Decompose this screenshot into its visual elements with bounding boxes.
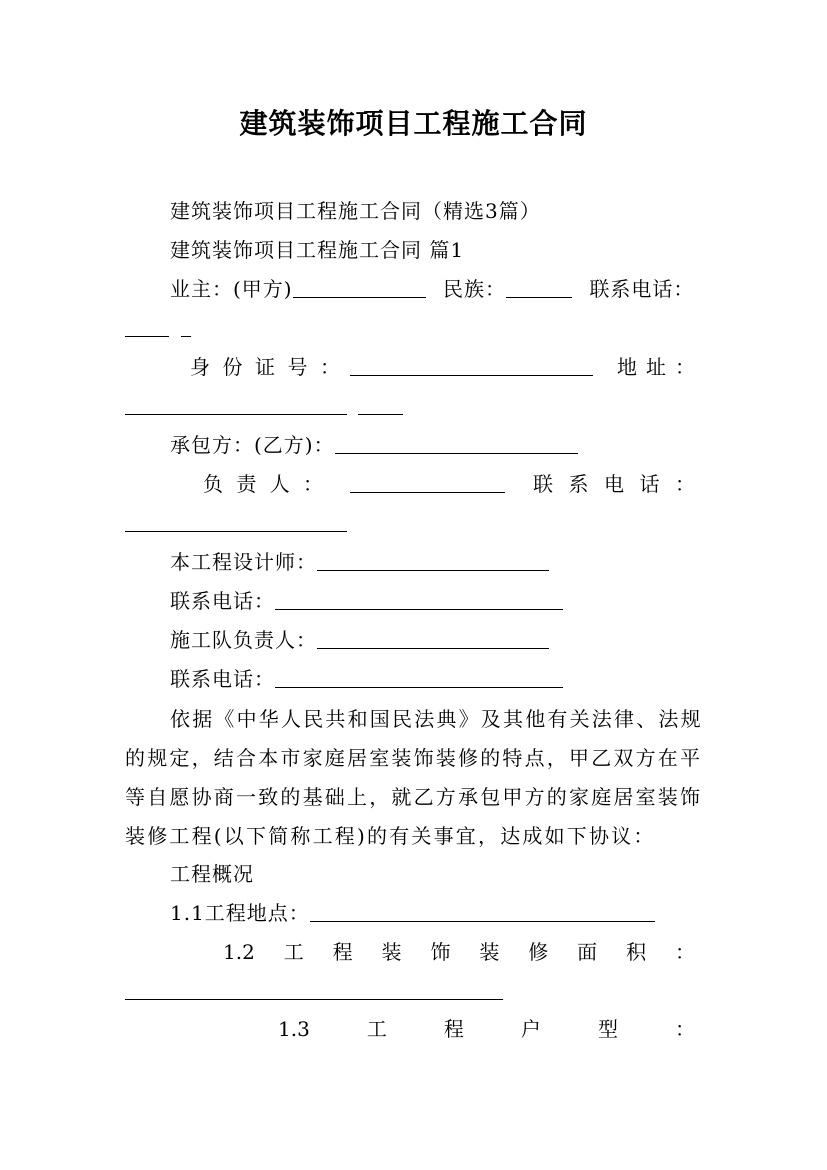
owner-phone-blank[interactable] — [125, 316, 169, 337]
address-blank-line — [125, 394, 403, 418]
item-1-2-label: 1.2 工 程 装 饰 装 修 面 积 ： — [223, 940, 695, 964]
contractor-label: 承包方：(乙方)： — [170, 433, 335, 457]
ethnicity-blank[interactable] — [506, 277, 572, 298]
owner-line — [170, 277, 694, 301]
manager-phone-label: 联 系 电 话 ： — [533, 472, 695, 496]
owner-phone-blank-tail[interactable] — [181, 316, 191, 337]
basis-paragraph: 依据《中华人民共和国民法典》及其他有关法律、法规的规定，结合本市家庭居室装饰装修的特点，甲乙双方在平等自愿协商一致的基础上，就乙方承包甲方的家庭居室装饰装修工程(以下简称工程)的有关事宜，达成如下协议： — [125, 707, 703, 848]
address-blank-tail[interactable] — [358, 394, 403, 415]
item-1-1-blank[interactable] — [310, 901, 655, 922]
owner-phone-blank-line — [125, 316, 191, 340]
owner-label: 业主：(甲方) — [170, 277, 293, 301]
manager-phone-blank-line — [125, 511, 347, 535]
item-1-2-blank[interactable] — [125, 979, 503, 1000]
designer-phone-line — [170, 589, 563, 613]
designer-line — [170, 550, 549, 574]
item-1-3-label: 1.3 工 程 户 型 ： — [278, 1017, 695, 1041]
owner-phone-label: 联系电话： — [589, 277, 695, 301]
item-1-2-blank-line — [125, 979, 503, 1003]
team-phone-blank[interactable] — [275, 667, 563, 688]
manager-phone-blank[interactable] — [125, 511, 347, 532]
article-heading: 建筑装饰项目工程施工合同 篇1 — [170, 238, 465, 262]
contractor-blank[interactable] — [335, 433, 578, 454]
address-blank[interactable] — [125, 394, 347, 415]
contractor-line — [170, 433, 578, 457]
overview-heading: 工程概况 — [170, 862, 254, 886]
manager-label: 负 责 人 ： — [203, 472, 323, 496]
id-label: 身 份 证 号 ： — [190, 355, 340, 379]
team-lead-label: 施工队负责人： — [170, 628, 317, 652]
id-blank[interactable] — [350, 355, 593, 376]
designer-phone-label: 联系电话： — [170, 589, 275, 613]
item-1-1-label: 1.1工程地点： — [170, 901, 310, 925]
designer-label: 本工程设计师： — [170, 550, 317, 574]
team-lead-blank[interactable] — [317, 628, 549, 649]
team-phone-label: 联系电话： — [170, 667, 275, 691]
designer-phone-blank[interactable] — [275, 589, 563, 610]
team-lead-line — [170, 628, 549, 652]
ethnicity-label: 民族： — [442, 277, 506, 301]
team-phone-line — [170, 667, 563, 691]
owner-blank[interactable] — [293, 277, 426, 298]
document-subtitle: 建筑装饰项目工程施工合同（精选3篇） — [170, 199, 541, 223]
item-1-1-line — [170, 901, 655, 925]
document-title: 建筑装饰项目工程施工合同 — [239, 107, 588, 140]
designer-blank[interactable] — [317, 550, 549, 571]
address-label: 地 址 ： — [617, 355, 695, 379]
manager-blank[interactable] — [350, 472, 505, 493]
